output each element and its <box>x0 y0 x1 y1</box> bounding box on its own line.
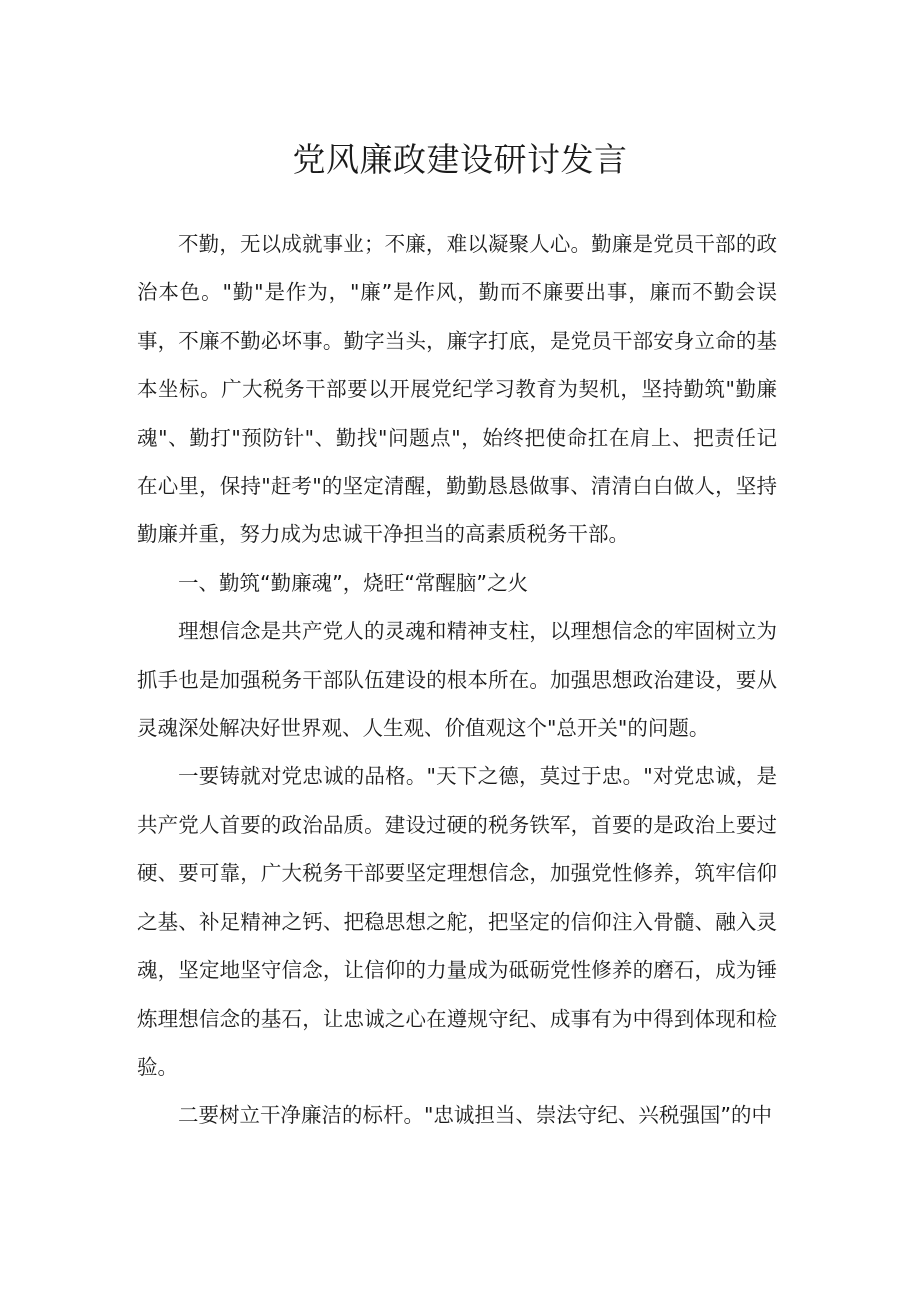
document-title: 党风廉政建设研讨发言 <box>292 140 628 179</box>
document-body <box>137 220 777 1140</box>
section-heading-1: 一、勤筑“勤廉魂”，烧旺“常醒脑”之火 <box>178 570 528 595</box>
paragraph-ideals: 理想信念是共产党人的灵魂和精神支柱，以理想信念的牢固树立为抓手也是加强税务干部队伍建设的根本所在。加强思想政治建设，要从灵魂深处解决好世界观、人生观、价值观这个"总开关"的问题。 <box>137 619 777 741</box>
paragraph-intro: 不勤，无以成就事业；不廉，难以凝聚人心。勤廉是党员干部的政治本色。"勤"是作为，"廉”是作风，勤而不廉要出事，廉而不勤会误事，不廉不勤必坏事。勤字当头，廉字打底，是党员干部安身立命的基本坐标。广大税务干部要以开展党纪学习教育为契机，坚持勤筑"勤廉魂"、勤打"预防针"、勤找"问题点"，始终把使命扛在肩上、把责任记在心里，保持"赶考"的坚定清醒，勤勤恳恳做事、清清白白做人，坚持勤廉并重，努力成为忠诚干净担当的高素质税务干部。 <box>137 232 777 547</box>
paragraph-integrity: 二要树立干净廉洁的标杆。"忠诚担当、崇法守纪、兴税强国”的中 <box>178 1103 773 1128</box>
paragraph-loyalty: 一要铸就对党忠诚的品格。"天下之德，莫过于忠。"对党忠诚，是共产党人首要的政治品质。建设过硬的税务铁军，首要的是政治上要过硬、要可靠，广大税务干部要坚定理想信念，加强党性修养，筑牢信仰之基、补足精神之钙、把稳思想之舵，把坚定的信仰注入骨髓、融入灵魂，坚定地坚守信念，让信仰的力量成为砥砺党性修养的磨石，成为锤炼理想信念的基石，让忠诚之心在遵规守纪、成事有为中得到体现和检验。 <box>137 764 777 1079</box>
